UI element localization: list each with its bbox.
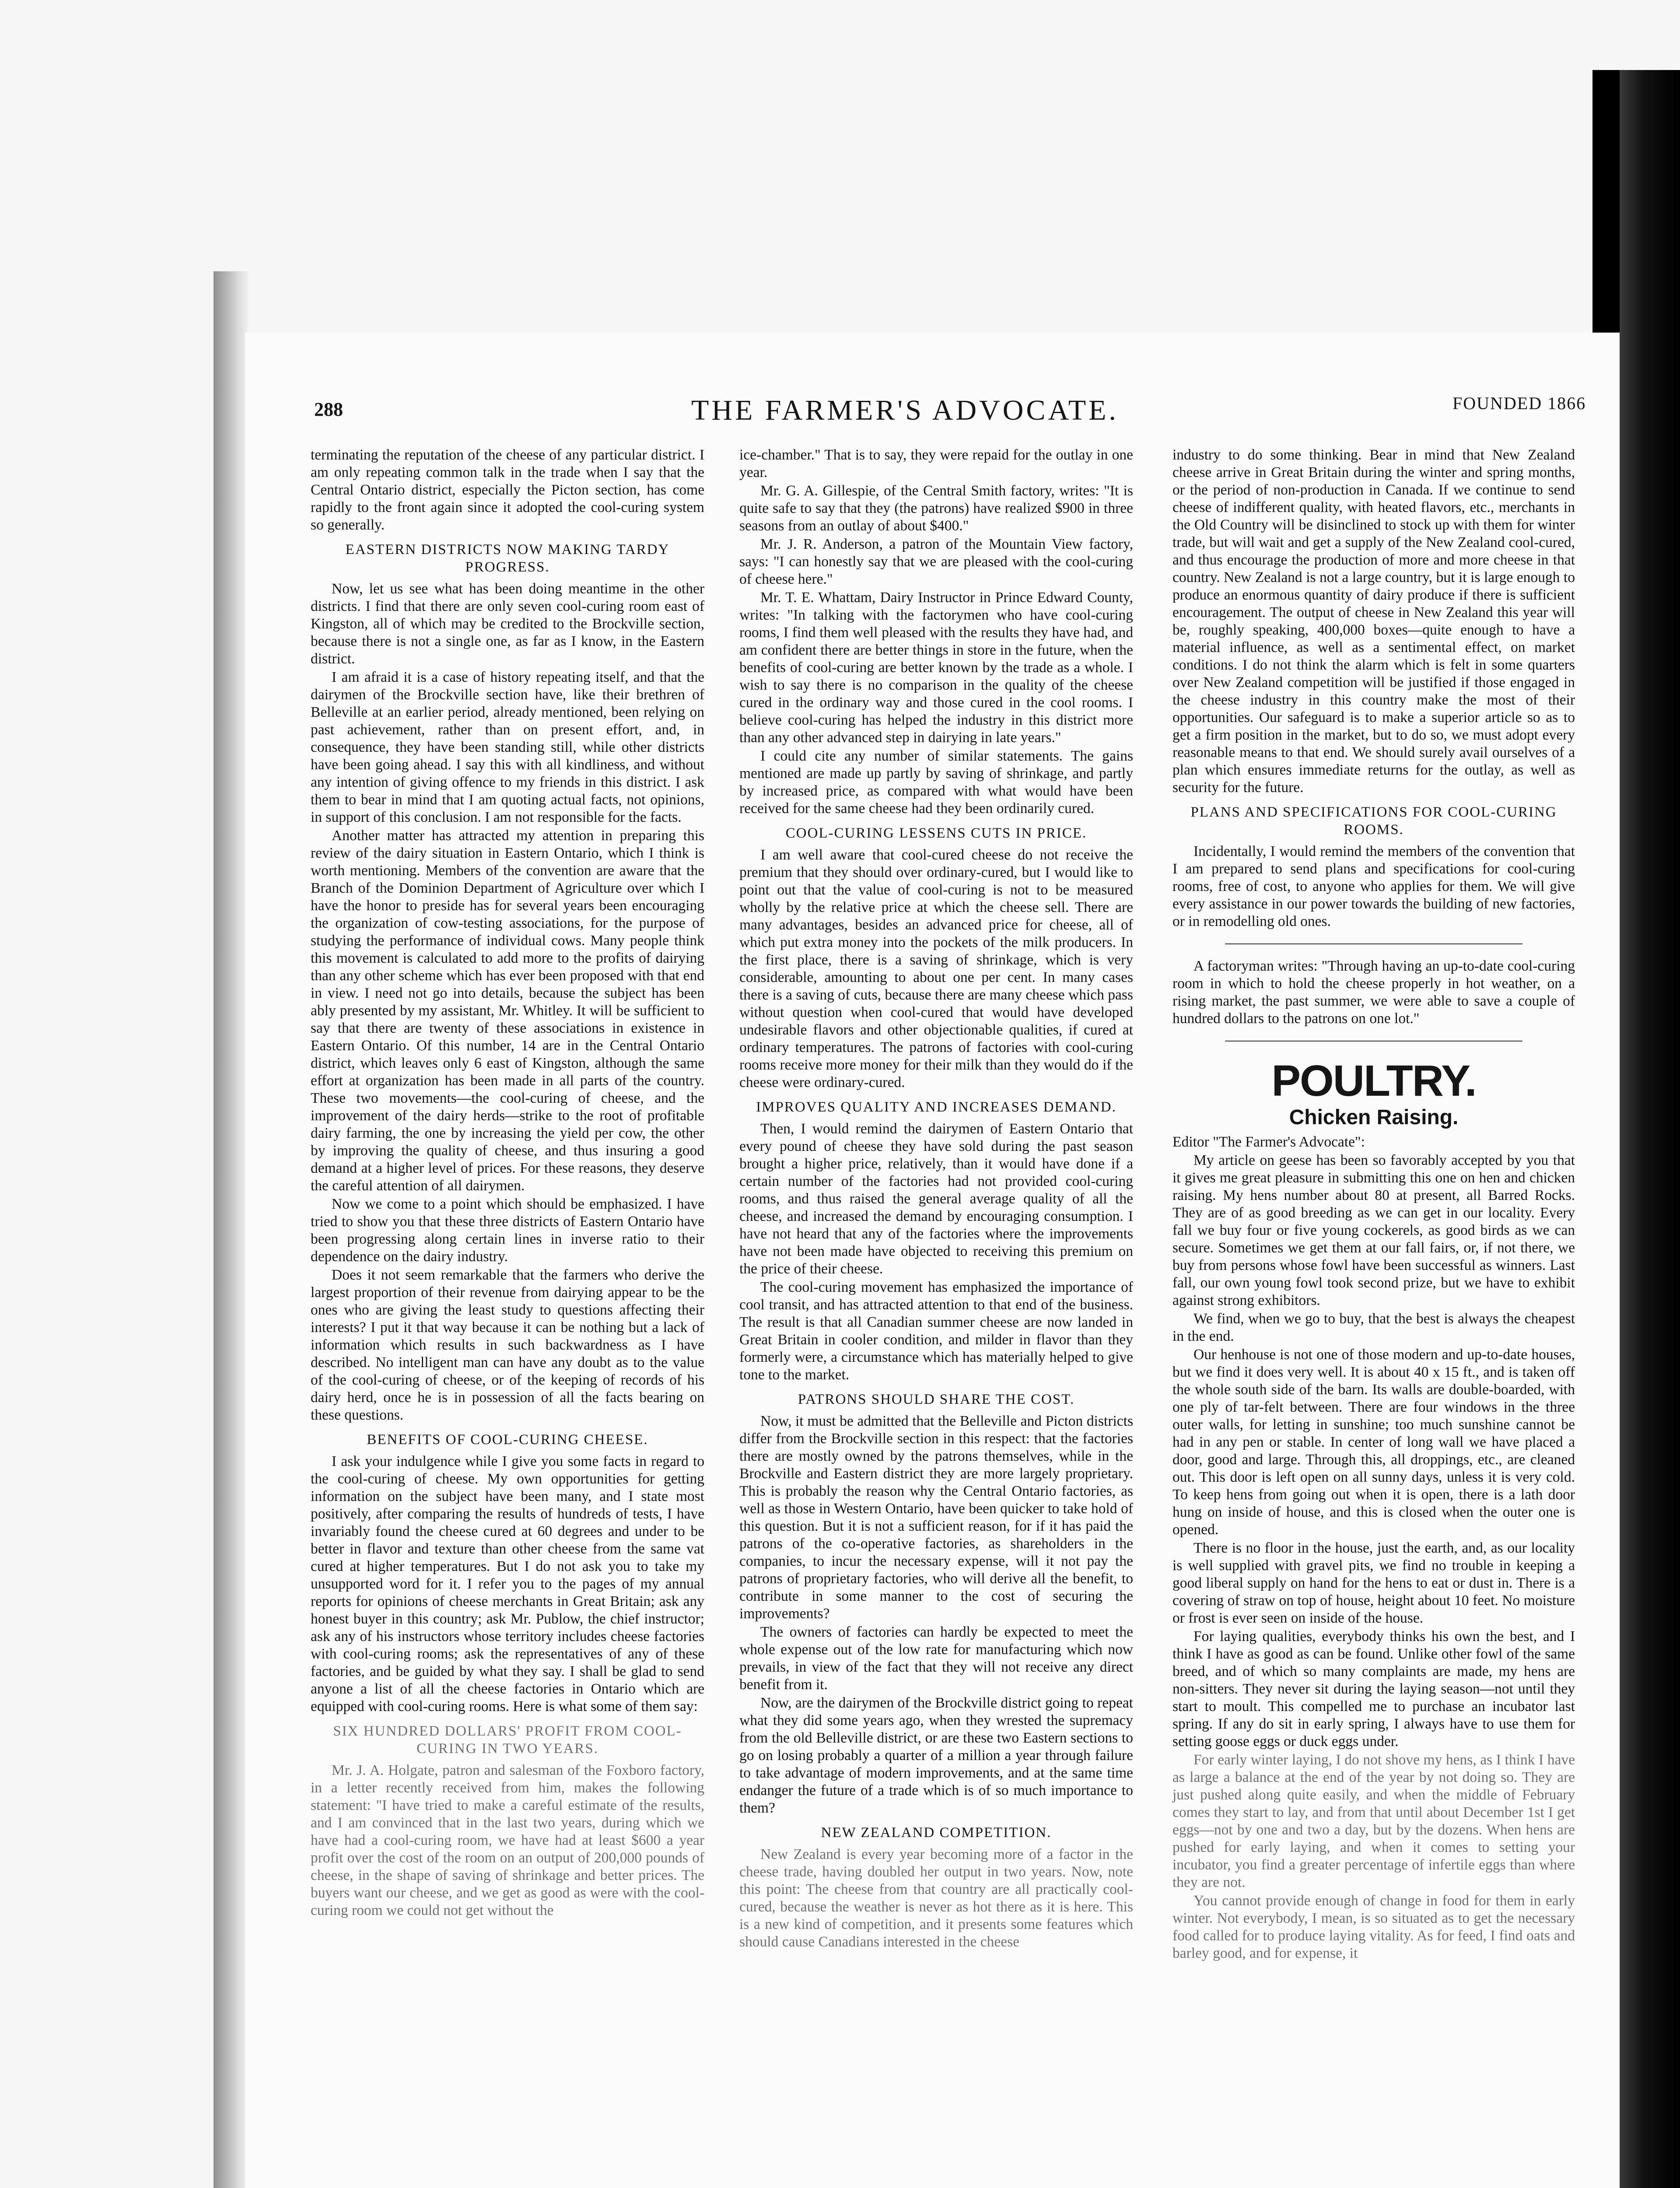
paragraph: Mr. G. A. Gillespie, of the Central Smith factory, writes: "It is quite safe to say that they (the patrons) have realized $900 in three seasons from an outlay of about $400." (739, 483, 1133, 534)
paragraph: terminating the reputation of the cheese of any particular district. I am only repeating common talk in the trade when I say that the Central Ontario district, especially the Picton section, has come rapidly to the front again since it adopted the cool-curing system so generally. (311, 447, 704, 533)
founded-label: FOUNDED 1866 (1452, 393, 1586, 413)
page-header (245, 333, 1619, 426)
paragraph: A factoryman writes: "Through having an up-to-date cool-curing room in which to hold the cheese properly in hot weather, on a rising market, the past summer, we were able to save a couple of hundred dollars to the patrons on one lot." (1172, 958, 1575, 1027)
column-1 (311, 446, 704, 1920)
page-number: 288 (314, 399, 343, 420)
paragraph: Another matter has attracted my attention in preparing this review of the dairy situation in Eastern Ontario, which I think is worth mentioning. Members of the convention are aware that the Branch of the Dominion Department of Agriculture over which I have the honor to preside has for several years been encouraging the organization of cow-testing associations, for the purpose of studying the performance of individual cows. Many people think this movement is calculated to add more to the profits of dairying than any other scheme which has ever been proposed with that end in view. I need not go into details, because the subject has been ably presented by my assistant, Mr. Whitley. It will be sufficient to say that there are twenty of these associations in existence in Eastern Ontario. Of this number, 14 are in the Central Ontario district, which leaves only 6 east of Kingston, although the same effort at organization has been made in all parts of the country. These two movements—the cool-curing of cheese, and the improvement of the dairy herds—strike to the root of profitable dairy farming, the one by increasing the yield per cow, the other by improving the quality of cheese, and thus insuring a good demand at a higher level of prices. For these reasons, they deserve the careful attention of all dairymen. (311, 828, 704, 1194)
section-heading: SIX HUNDRED DOLLARS' PROFIT FROM COOL-CURING IN TWO YEARS. (333, 1723, 682, 1757)
section-heading: COOL-CURING LESSENS CUTS IN PRICE. (785, 825, 1087, 841)
scan-shadow-right (1620, 70, 1680, 2188)
article-title: Chicken Raising. (1289, 1106, 1459, 1129)
column-3 (1172, 446, 1575, 1963)
newspaper-page (245, 333, 1619, 2188)
paragraph: Editor "The Farmer's Advocate": (1172, 1134, 1365, 1150)
paragraph: industry to do some thinking. Bear in mind that New Zealand cheese arrive in Great Britain during the winter and spring months, or the period of non-production in Canada. If we continue to send cheese of indifferent quality, with heated flavors, etc., merchants in the Old Country will be disinclined to stock up with them for winter trade, but will wait and get a supply of the New Zealand cool-cured, and thus encourage the production of more and more cheese in that country. New Zealand is not a large country, but it is large enough to produce an enormous quantity of dairy produce if there is sufficient encouragement. The output of cheese in New Zealand this year will be, roughly speaking, 400,000 boxes—quite enough to have a material influence, as well as a sentimental effect, on market conditions. I do not think the alarm which is felt in some quarters over New Zealand competition will be justified if those engaged in the cheese industry in this country make the most of their opportunities. Our safeguard is to make a superior article so as to get a firm position in the market, but to do so, we must adopt every reasonable means to that end. We should surely avail ourselves of a plan which ensures immediate returns for the outlay, as well as security for the future. (1172, 447, 1575, 796)
paragraph: For laying qualities, everybody thinks his own the best, and I think I have as good as can be found. Unlike other fowl of the same breed, and of which so many complaints are made, my hens are non-sitters. They never sit during the laying season—not until they start to moult. This compelled me to purchase an incubator last spring. If any do sit in early spring, I always have to use them for setting goose eggs or duck eggs under. (1172, 1628, 1575, 1750)
section-heading: IMPROVES QUALITY AND INCREASES DEMAND. (756, 1099, 1116, 1115)
paragraph: I am afraid it is a case of history repeating itself, and that the dairymen of the Brockville section have, like their brethren of Belleville at an earlier period, already mentioned, been relying on past achievement, rather than on present effort, and, in consequence, they have been standing still, while other districts have been going ahead. I say this with all kindliness, and without any intention of giving offence to my friends in this district. I ask them to bear in mind that I am quoting actual facts, not opinions, in support of this conclusion. I am not responsible for the facts. (311, 669, 704, 825)
paragraph: We find, when we go to buy, that the best is always the cheapest in the end. (1172, 1311, 1575, 1344)
section-heading: PATRONS SHOULD SHARE THE COST. (798, 1392, 1075, 1407)
column-2 (739, 446, 1133, 1952)
paragraph: Now, are the dairymen of the Brockville district going to repeat what they did some years ago, when they wrested the supremacy from the old Belleville district, or are these two Eastern sections to go on losing probably a quarter of a million a year through failure to take advantage of modern improvements, and at the same time endanger the future of a trade which is of so much importance to them? (739, 1695, 1133, 1816)
masthead-title: THE FARMER'S ADVOCATE. (691, 394, 1119, 426)
paragraph: For early winter laying, I do not shove my hens, as I think I have as large a balance at the end of the year by not doing so. They are just pushed along quite easily, and when the middle of February comes they start to lay, and from that until about December 1st I get eggs—not by one and two a day, but by the dozens. When hens are pushed for early laying, and when it comes to setting your incubator, you find a greater percentage of infertile eggs than where they are not. (1172, 1752, 1575, 1890)
paragraph: There is no floor in the house, just the earth, and, as our locality is well supplied with gravel pits, we find no trouble in keeping a good liberal supply on hand for the hens to eat or dust in. There is a covering of straw on top of house, height about 10 feet. No moisture or frost is ever seen on inside of the house. (1172, 1540, 1575, 1626)
paragraph: I am well aware that cool-cured cheese do not receive the premium that they should over ordinary-cured, but I would like to point out that the value of cool-curing is not to be measured wholly by the relative price at which the cheese sell. There are many advantages, besides an advanced price for cheese, all of which put extra money into the pockets of the milk producers. In the first place, there is a saving of shrinkage, which is very considerable, amounting to about one per cent. In many cases there is a saving of cuts, because there are many cheese which pass without question when cool-cured that would have developed undesirable flavors and other objectionable qualities, if cured at ordinary temperatures. The patrons of factories with cool-curing rooms receive more money for their milk than they would do if the cheese were ordinary-cured. (739, 847, 1133, 1090)
divider (1225, 943, 1522, 944)
scan-shadow-left (214, 271, 248, 2188)
paragraph: Mr. J. A. Holgate, patron and salesman of the Foxboro factory, in a letter recently received from him, makes the following statement: "I have tried to make a careful estimate of the results, and I am convinced that in the last two years, during which we have had a cool-curing room, we have had at least $600 a year profit over the cost of the room on an output of 200,000 pounds of cheese, in the shape of saving of shrinkage and better prices. The buyers want our cheese, and we get as good as were with the cool-curing room we could not get without the (311, 1762, 704, 1918)
paragraph: You cannot provide enough of change in food for them in early winter. Not everybody, I mean, is so situated as to get the necessary food called for to produce laying vitality. As for feed, I find oats and barley good, and for expense, it (1172, 1893, 1575, 1961)
department-title: POULTRY. (1271, 1056, 1476, 1105)
paragraph: The owners of factories can hardly be expected to meet the whole expense out of the low rate for manufacturing which now prevails, in view of the fact that they will not receive any direct benefit from it. (739, 1624, 1133, 1693)
paragraph: ice-chamber." That is to say, they were repaid for the outlay in one year. (739, 447, 1133, 480)
paragraph: Incidentally, I would remind the members of the convention that I am prepared to send plans and specifications for cool-curing rooms, free of cost, to anyone who applies for them. We will give every assistance in our power towards the building of new factories, or in remodelling old ones. (1172, 843, 1575, 929)
paragraph: I could cite any number of similar statements. The gains mentioned are made up partly by saving of shrinkage, and partly by increased price, as compared with what would have been received for the same cheese had they been ordinarily cured. (739, 748, 1133, 817)
paragraph: Now, let us see what has been doing meantime in the other districts. I find that there are only seven cool-curing room east of Kingston, all of which may be credited to the Brockville section, because there is not a single one, as far as I know, in the Eastern district. (311, 581, 704, 667)
paragraph: Then, I would remind the dairymen of Eastern Ontario that every pound of cheese they have sold during the past season brought a higher price, relatively, than it would have done if a certain number of the factories had not provided cool-curing rooms, and thus raised the general average quality of all the cheese, and increased the demand by encouraging consumption. I have not heard that any of the factories where the improvements have not been made have objected to receiving this premium on the price of their cheese. (739, 1121, 1133, 1277)
paragraph: Our henhouse is not one of those modern and up-to-date houses, but we find it does very well. It is about 40 x 15 ft., and is taken off the whole south side of the barn. Its walls are double-boarded, with one ply of tar-felt between. There are four windows in the three outer walls, for letting in sunshine; too much sunshine cannot be had in any pen or stable. In center of long wall we have placed a door, good and large. Through this, all droppings, etc., are cleaned out. This door is left open on all sunny days, unless it is very cold. To keep hens from going out when it is open, there is a lath door hung on inside of house, and this is closed when the outer one is opened. (1172, 1346, 1575, 1538)
paragraph: The cool-curing movement has emphasized the importance of cool transit, and has attracted attention to that end of the business. The result is that all Canadian summer cheese are now landed in Great Britain in cooler condition, and milder in flavor than they formerly were, a circumstance which has materially helped to give tone to the market. (739, 1279, 1133, 1383)
paragraph: Does it not seem remarkable that the farmers who derive the largest proportion of their revenue from dairying appear to be the ones who are giving the least study to questions affecting their interests? I put it that way because it can be nothing but a lack of information which results in such backwardness as I have described. No intelligent man can have any doubt as to the value of the cool-curing of cheese, or of the keeping of records of his dairy herd, once he is in possession of all the facts bearing on these questions. (311, 1267, 704, 1423)
section-heading: PLANS AND SPECIFICATIONS FOR COOL-CURING ROOMS. (1190, 804, 1557, 838)
paragraph: Mr. T. E. Whattam, Dairy Instructor in Prince Edward County, writes: "In talking with the factorymen who have cool-curing rooms, I find them well pleased with the results they have had, and am confident there are better things in store in the future, when the benefits of cool-curing are better known by the trade as a whole. I wish to say there is no comparison in the quality of the cheese cured in the ordinary way and those cured in the cool rooms. I believe cool-curing has helped the industry in this district more than any other advanced step in dairying in late years." (739, 589, 1133, 746)
paragraph: I ask your indulgence while I give you some facts in regard to the cool-curing of cheese. My own opportunities for getting information on the subject have been many, and I state most positively, after comparing the results of hundreds of tests, I have invariably found the cheese cured at 60 degrees and under to be better in flavor and texture than other cheese from the same vat cured at higher temperatures. But I do not ask you to take my unsupported word for it. I refer you to the pages of my annual reports for opinions of cheese merchants in Great Britain; ask any honest buyer in this country; ask Mr. Publow, the chief instructor; ask any of his instructors whose territory includes cheese factories with cool-curing rooms; ask the representatives of any of these factories, and be guided by what they say. I shall be glad to send anyone a list of all the cheese factories in Ontario which are equipped with cool-curing rooms. Here is what some of them say: (311, 1453, 704, 1715)
section-heading: EASTERN DISTRICTS NOW MAKING TARDY PROGRESS. (345, 542, 670, 575)
section-heading: NEW ZEALAND COMPETITION. (821, 1825, 1052, 1841)
section-heading: BENEFITS OF COOL-CURING CHEESE. (367, 1432, 648, 1448)
paragraph: Now we come to a point which should be emphasized. I have tried to show you that these three districts of Eastern Ontario have been progressing along certain lines in inverse ratio to their dependence on the dairy industry. (311, 1196, 704, 1265)
paragraph: New Zealand is every year becoming more of a factor in the cheese trade, having doubled her output in two years. Now, note this point: The cheese from that country are all practically cool-cured, because the weather is never as hot there as it is here. This is a new kind of competition, and it presents some features which should cause Canadians interested in the cheese (739, 1846, 1133, 1950)
paragraph: My article on geese has been so favorably accepted by you that it gives me great pleasure in submitting this one on hen and chicken raising. My hens number about 80 at present, all Barred Rocks. They are of as good breeding as we can get in our locality. Every fall we buy four or five young cockerels, as good birds as we can secure. Sometimes we get them at our fall fairs, or, if not there, we buy from persons whose fowl have been successful as winners. Last fall, our own young fowl took second prize, but we have to exhibit against strong exhibitors. (1172, 1152, 1575, 1308)
paragraph: Mr. J. R. Anderson, a patron of the Mountain View factory, says: "I can honestly say that we are pleased with the cool-curing of cheese here." (739, 536, 1133, 587)
paragraph: Now, it must be admitted that the Belleville and Picton districts differ from the Brockville section in this respect: that the factories there are mostly owned by the patrons themselves, while in the Brockville and Eastern district they are more largely proprietary. This is probably the reason why the Central Ontario factories, as well as those in Western Ontario, have been quicker to take hold of this question. But it is not a sufficient reason, for if it has paid the patrons of the co-operative factories, as shareholders in the companies, to incur the necessary expense, will it not pay the patrons of proprietary factories, who will derive all the benefit, to contribute in some manner to the cost of securing the improvements? (739, 1413, 1133, 1622)
